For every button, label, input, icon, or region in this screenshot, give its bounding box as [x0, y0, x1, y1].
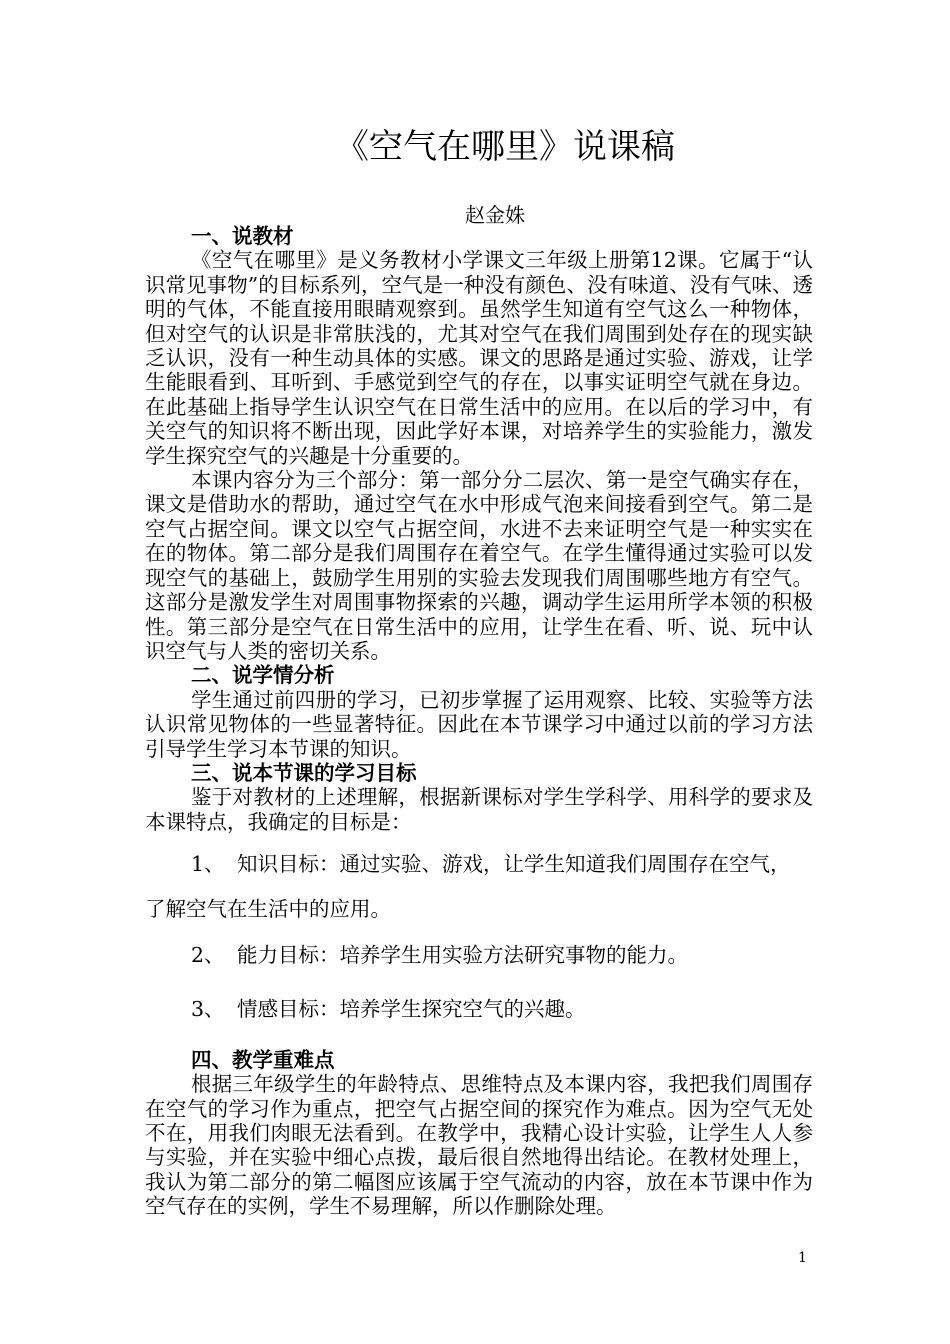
paragraph: 鉴于对教材的上述理解，根据新课标对学生学科学、用科学的要求及本课特点，我确定的目标是：: [145, 785, 813, 834]
author-name: 赵金姝: [465, 203, 525, 227]
goal-item: [145, 852, 813, 876]
page-number: 1: [798, 1250, 807, 1266]
goal-text: 能力目标：培养学生用实验方法研究事物的能力。: [237, 942, 688, 967]
goal-number: 1、: [191, 852, 225, 877]
goal-continuation: 了解空气在生活中的应用。: [145, 896, 391, 921]
document-title: 《空气在哪里》说课稿: [335, 127, 675, 167]
paragraph: 学生通过前四册的学习，已初步掌握了运用观察、比较、实验等方法认识常见物体的一些显著特征。因此在本节课学习中通过以前的学习方法引导学生学习本节课的知识。: [145, 687, 813, 761]
section-heading: 四、教学重难点: [191, 1047, 335, 1072]
goal-text: 知识目标：通过实验、游戏，让学生知道我们周围存在空气，: [237, 852, 791, 877]
section-heading: 一、说教材: [191, 224, 294, 248]
paragraph: 《空气在哪里》是义务教材小学课文三年级上册第12课。它属于“认识常见事物”的目标系列，空气是一种没有颜色、没有味道、没有气味、透明的气体，不能直接用眼睛观察到。虽然学生知道有空气这么一种物体，但对空气的认识是非常肤浅的，尤其对空气在我们周围到处存在的现实缺乏认识，没有一种生动具体的实感。课文的思路是通过实验、游戏，让学生能眼看到、耳听到、手感觉到空气的存在，以事实证明空气就在身边。在此基础上指导学生认识空气在日常生活中的应用。在以后的学习中，有关空气的知识将不断出现，因此学好本课，对培养学生的实验能力，激发学生探究空气的兴趣是十分重要的。: [145, 248, 813, 468]
goal-item: [145, 997, 813, 1021]
goal-number: 3、: [191, 997, 225, 1022]
goal-item: [145, 943, 813, 967]
paragraph: 根据三年级学生的年龄特点、思维特点及本课内容，我把我们周围存在空气的学习作为重点，把空气占据空间的探究作为难点。因为空气无处不在，用我们肉眼无法看到。在教学中，我精心设计实验，让学生人人参与实验，并在实验中细心点拨，最后很自然地得出结论。在教材处理上，我认为第二部分的第二幅图应该属于空气流动的内容，放在本节课中作为空气存在的实例，学生不易理解，所以作删除处理。: [145, 1072, 813, 1219]
document-body: [145, 224, 813, 1219]
section-heading: 二、说学情分析: [191, 663, 335, 688]
paragraph: 本课内容分为三个部分：第一部分分二层次、第一是空气确实存在，课文是借助水的帮助，通过空气在水中形成气泡来间接看到空气。第二是空气占据空间。课文以空气占据空间，水进不去来证明空气是一种实实在在的物体。第二部分是我们周围存在着空气。在学生懂得通过实验可以发现空气的基础上，鼓励学生用别的实验去发现我们周围哪些地方有空气。这部分是激发学生对周围事物探索的兴趣，调动学生运用所学本领的积极性。第三部分是空气在日常生活中的应用，让学生在看、听、说、玩中认识空气与人类的密切关系。: [145, 468, 813, 663]
goal-text: 情感目标：培养学生探究空气的兴趣。: [237, 997, 586, 1022]
goal-number: 2、: [191, 942, 225, 967]
section-heading: 三、说本节课的学习目标: [191, 760, 417, 785]
